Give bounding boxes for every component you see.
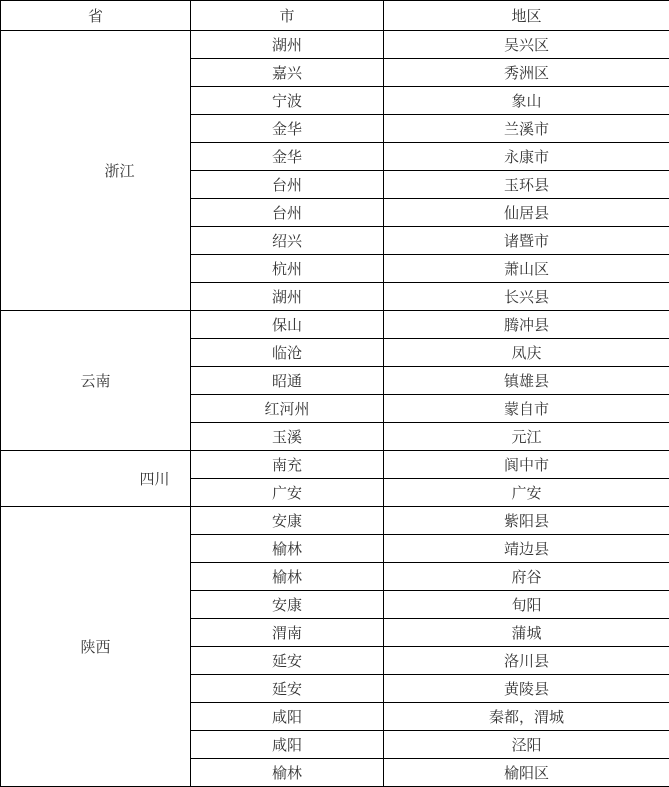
region-table-header <box>1 1 669 31</box>
city-cell: 台州 <box>191 199 384 227</box>
district-cell: 泾阳 <box>384 731 669 759</box>
district-cell: 秦都，渭城 <box>384 703 669 731</box>
city-cell: 保山 <box>191 311 384 339</box>
district-cell: 吴兴区 <box>384 31 669 59</box>
table-row <box>1 507 669 535</box>
district-cell: 诸暨市 <box>384 227 669 255</box>
district-cell: 镇雄县 <box>384 367 669 395</box>
city-cell: 榆林 <box>191 759 384 787</box>
district-cell: 玉环县 <box>384 171 669 199</box>
city-cell: 榆林 <box>191 563 384 591</box>
district-cell: 兰溪市 <box>384 115 669 143</box>
city-cell: 绍兴 <box>191 227 384 255</box>
table-row <box>1 311 669 339</box>
city-cell: 临沧 <box>191 339 384 367</box>
city-cell: 宁波 <box>191 87 384 115</box>
city-cell: 嘉兴 <box>191 59 384 87</box>
district-cell: 凤庆 <box>384 339 669 367</box>
city-cell: 延安 <box>191 647 384 675</box>
district-cell: 萧山区 <box>384 255 669 283</box>
city-cell: 南充 <box>191 451 384 479</box>
district-cell: 黄陵县 <box>384 675 669 703</box>
table-row <box>1 451 669 479</box>
province-cell: 陕西 <box>1 507 191 787</box>
district-cell: 仙居县 <box>384 199 669 227</box>
city-cell: 金华 <box>191 115 384 143</box>
header-city: 市 <box>191 1 384 31</box>
district-cell: 蒙自市 <box>384 395 669 423</box>
district-cell: 榆阳区 <box>384 759 669 787</box>
province-cell: 浙江 <box>1 31 191 311</box>
district-cell: 阆中市 <box>384 451 669 479</box>
city-cell: 榆林 <box>191 535 384 563</box>
city-cell: 湖州 <box>191 31 384 59</box>
city-cell: 红河州 <box>191 395 384 423</box>
city-cell: 杭州 <box>191 255 384 283</box>
city-cell: 广安 <box>191 479 384 507</box>
district-cell: 腾冲县 <box>384 311 669 339</box>
province-cell: 云南 <box>1 311 191 451</box>
city-cell: 昭通 <box>191 367 384 395</box>
district-cell: 府谷 <box>384 563 669 591</box>
district-cell: 蒲城 <box>384 619 669 647</box>
district-cell: 广安 <box>384 479 669 507</box>
district-cell: 象山 <box>384 87 669 115</box>
city-cell: 安康 <box>191 591 384 619</box>
district-cell: 秀洲区 <box>384 59 669 87</box>
header-row <box>1 1 669 31</box>
district-cell: 永康市 <box>384 143 669 171</box>
city-cell: 咸阳 <box>191 731 384 759</box>
province-cell: 四川 <box>1 451 191 507</box>
city-cell: 渭南 <box>191 619 384 647</box>
city-cell: 台州 <box>191 171 384 199</box>
district-cell: 洛川县 <box>384 647 669 675</box>
city-cell: 咸阳 <box>191 703 384 731</box>
city-cell: 延安 <box>191 675 384 703</box>
region-table-body <box>1 31 669 787</box>
city-cell: 安康 <box>191 507 384 535</box>
district-cell: 靖边县 <box>384 535 669 563</box>
district-cell: 元江 <box>384 423 669 451</box>
header-district: 地区 <box>384 1 669 31</box>
header-province: 省 <box>1 1 191 31</box>
city-cell: 金华 <box>191 143 384 171</box>
district-cell: 紫阳县 <box>384 507 669 535</box>
district-cell: 旬阳 <box>384 591 669 619</box>
district-cell: 长兴县 <box>384 283 669 311</box>
city-cell: 湖州 <box>191 283 384 311</box>
table-row <box>1 31 669 59</box>
city-cell: 玉溪 <box>191 423 384 451</box>
